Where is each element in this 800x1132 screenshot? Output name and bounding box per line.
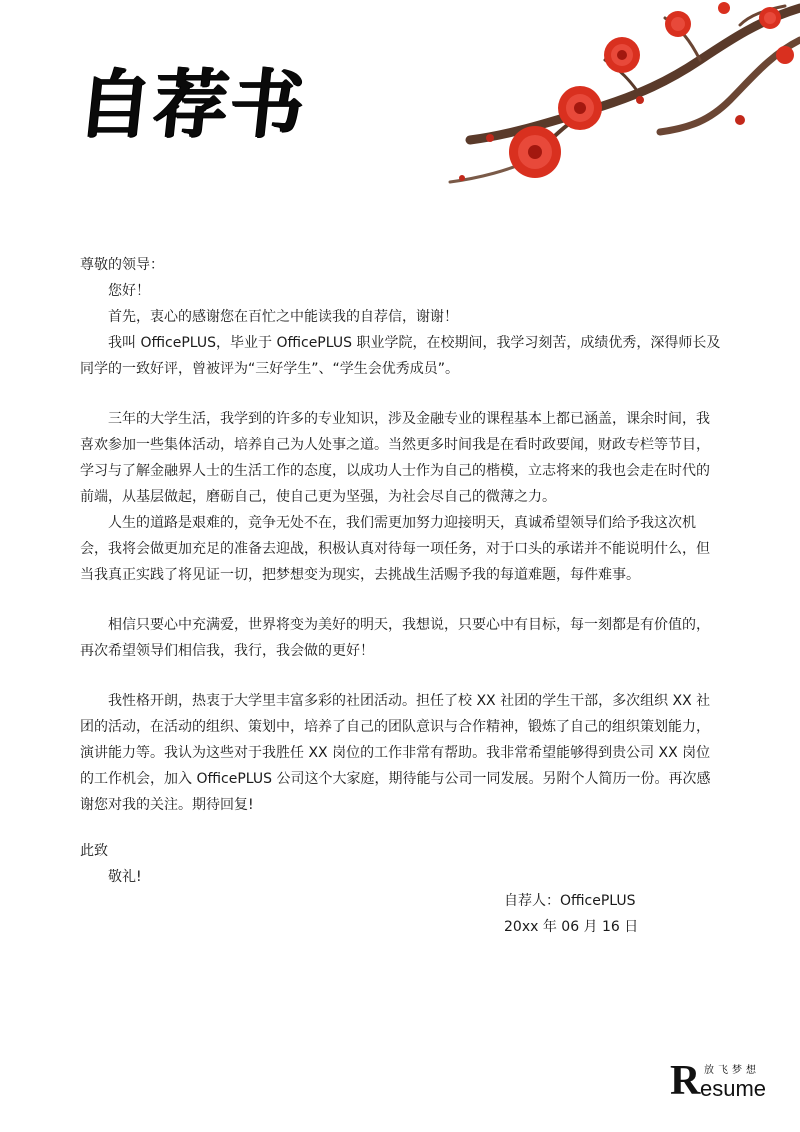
page-title: 自荐书 xyxy=(73,62,311,148)
date: 20xx 年 06 月 16 日 xyxy=(504,919,639,935)
paragraph-intro: 我叫 OfficePLUS，毕业于 OfficePLUS 职业学院，在校期间，我学习刻苦，成绩优秀，深得师长及同学的一致好评，曾被评为“三好学生”、“学生会优秀成员”。 xyxy=(80,335,721,377)
paragraph-personality: 我性格开朗，热衷于大学里丰富多彩的社团活动。担任了校 XX 社团的学生干部，多次组织 XX 社团的活动，在活动的组织、策划中，培养了自己的团队意识与合作精神，锻炼了自己的组织策划能力，演讲能力等。我认为这些对于我胜任 XX 岗位的工作非常有帮助。我非常希望能够得到贵公司 XX 岗位的工作机会，加入 OfficePLUS 公司这个大家庭，期待能与公司一同发展。另附个人简历一份。再次感谢您对我的关注。期待回复! xyxy=(80,693,711,813)
logo-tagline: 放飞梦想 xyxy=(704,1065,760,1076)
resume-logo xyxy=(670,1058,770,1108)
paragraph-college-life: 三年的大学生活，我学到的许多的专业知识，涉及金融专业的课程基本上都已涵盖，课余时间，我喜欢参加一些集体活动，培养自己为人处事之道。当然更多时间我是在看时政要闻，财政专栏等节目，学习与了解金融界人士的生活工作的态度，以成功人士作为自己的楷模，立志将来的我也会走在时代的前端，从基层做起，磨砺自己，使自己更为坚强，为社会尽自己的微薄之力。 xyxy=(80,411,710,505)
signature-block xyxy=(504,888,638,940)
signer: 自荐人：OfficePLUS xyxy=(504,893,636,909)
letter-body xyxy=(80,252,722,890)
greeting: 尊敬的领导： xyxy=(80,257,164,273)
paragraph-hello: 您好！ xyxy=(108,283,150,299)
closing-line-2: 敬礼! xyxy=(108,869,142,885)
closing-line-1: 此致 xyxy=(80,843,108,859)
paragraph-belief: 相信只要心中充满爱，世界将变为美好的明天，我想说，只要心中有目标，每一刻都是有价值的，再次希望领导们相信我，我行，我会做的更好！ xyxy=(80,617,710,659)
logo-word: esume xyxy=(700,1076,767,1101)
paragraph-life-road: 人生的道路是艰难的，竞争无处不在，我们需更加努力迎接明天，真诚希望领导们给予我这次机会，我将会做更加充足的准备去迎战，积极认真对待每一项任务，对于口头的承诺并不能说明什么，但当我真正实践了将见证一切，把梦想变为现实，去挑战生活赐予我的每道难题，每件难事。 xyxy=(80,515,710,583)
logo-letter: R xyxy=(670,1058,701,1104)
paragraph-thanks: 首先，衷心的感谢您在百忙之中能读我的自荐信，谢谢！ xyxy=(108,309,458,325)
plum-blossom-illustration xyxy=(440,0,800,200)
